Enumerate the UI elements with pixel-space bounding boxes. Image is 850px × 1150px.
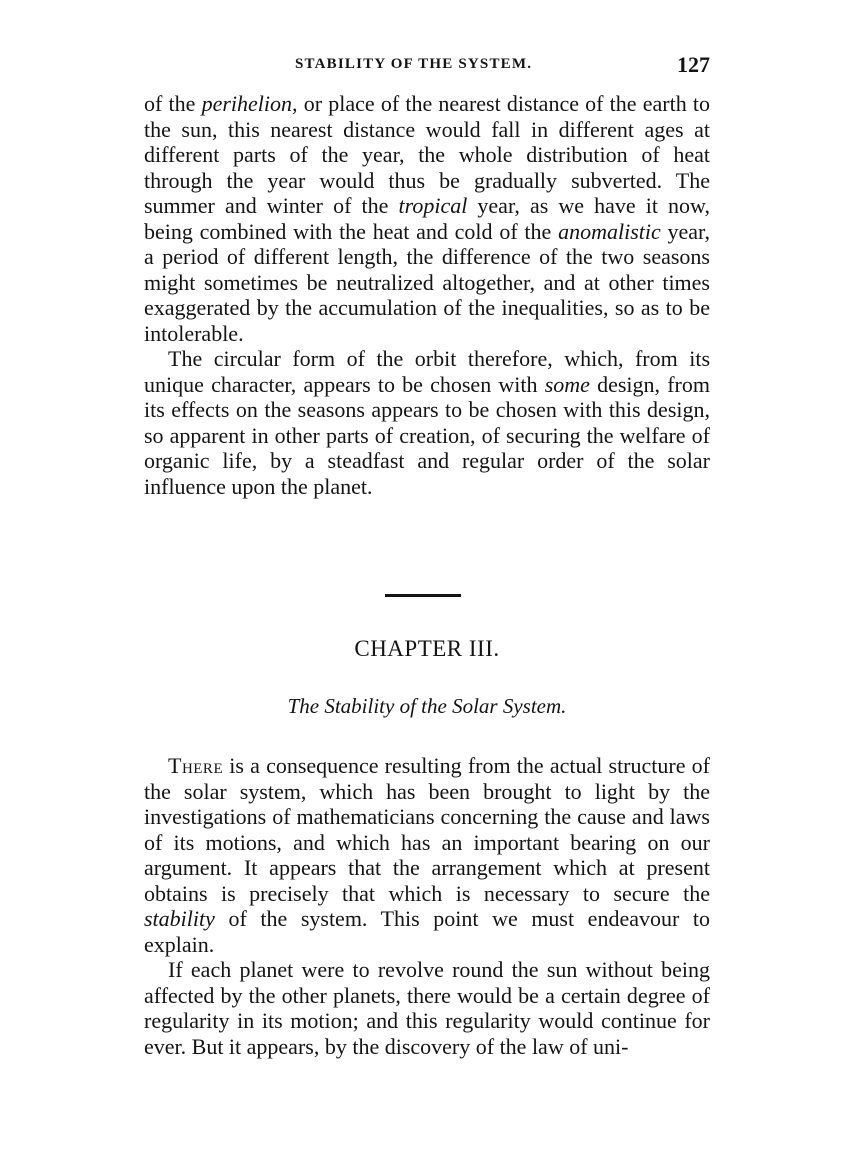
italic-term-anomalistic: anomalistic <box>558 218 661 244</box>
text-run: year, a period of different length, the difference of the two seasons might sometimes be neutralized altogether, and at other times exaggerated by the accumulation of the inequalities, so as to be intolerable. <box>144 218 710 346</box>
text-run: The circular form of the orbit therefore, which, from its unique character, appears to be chosen with <box>144 346 710 397</box>
italic-term-stability: stability <box>144 906 215 931</box>
paragraph-each-planet <box>144 957 710 1059</box>
section-divider <box>385 594 461 597</box>
italic-term-perihelion: perihelion, <box>201 91 298 116</box>
paragraph-perihelion <box>144 91 710 346</box>
text-run: of the <box>144 91 202 116</box>
paragraph-consequence <box>144 753 710 957</box>
chapter-heading: CHAPTER III. <box>354 636 500 661</box>
italic-term-some: some <box>544 371 590 397</box>
text-run: If each planet were to revolve round the sun without being affected by the other planets, there would be a certain degree of regularity in its motion; and this regularity would continue for ever. But it appears, by the discovery of the law of uni- <box>144 957 710 1059</box>
running-head <box>145 52 710 84</box>
lead-word: There <box>168 753 224 778</box>
text-run: year, as we have it now, being combined with the heat and cold of the <box>144 193 710 244</box>
page-number: 127 <box>677 52 710 77</box>
paragraph-circular-form <box>144 346 710 499</box>
top-text-block <box>144 91 710 499</box>
running-title: STABILITY OF THE SYSTEM. <box>295 56 533 72</box>
text-run: or place of the nearest distance of the earth to the sun, this nearest distance would fall in different ages at different parts of the year, the whole distribution of heat through the year would thus be gradually subverted. The summer and winter of the <box>144 91 711 218</box>
italic-term-tropical: tropical <box>398 193 468 218</box>
text-run: design, from its effects on the seasons appears to be chosen with this design, so apparent in other parts of creation, of securing the welfare of organic life, by a steadfast and regular order of the solar influence upon the planet. <box>144 371 710 499</box>
bottom-text-block <box>144 753 710 1059</box>
text-run: of the system. This point we must endeavour to explain. <box>144 906 710 957</box>
chapter-subtitle: The Stability of the Solar System. <box>287 694 567 718</box>
text-run: is a consequence resulting from the actual structure of the solar system, which has been brought to light by the investigations of mathematicians concerning the cause and laws of its motions, and which has an important bearing on our argument. It appears that the arrangement which at present obtains is precisely that which is necessary to secure the <box>144 753 710 906</box>
